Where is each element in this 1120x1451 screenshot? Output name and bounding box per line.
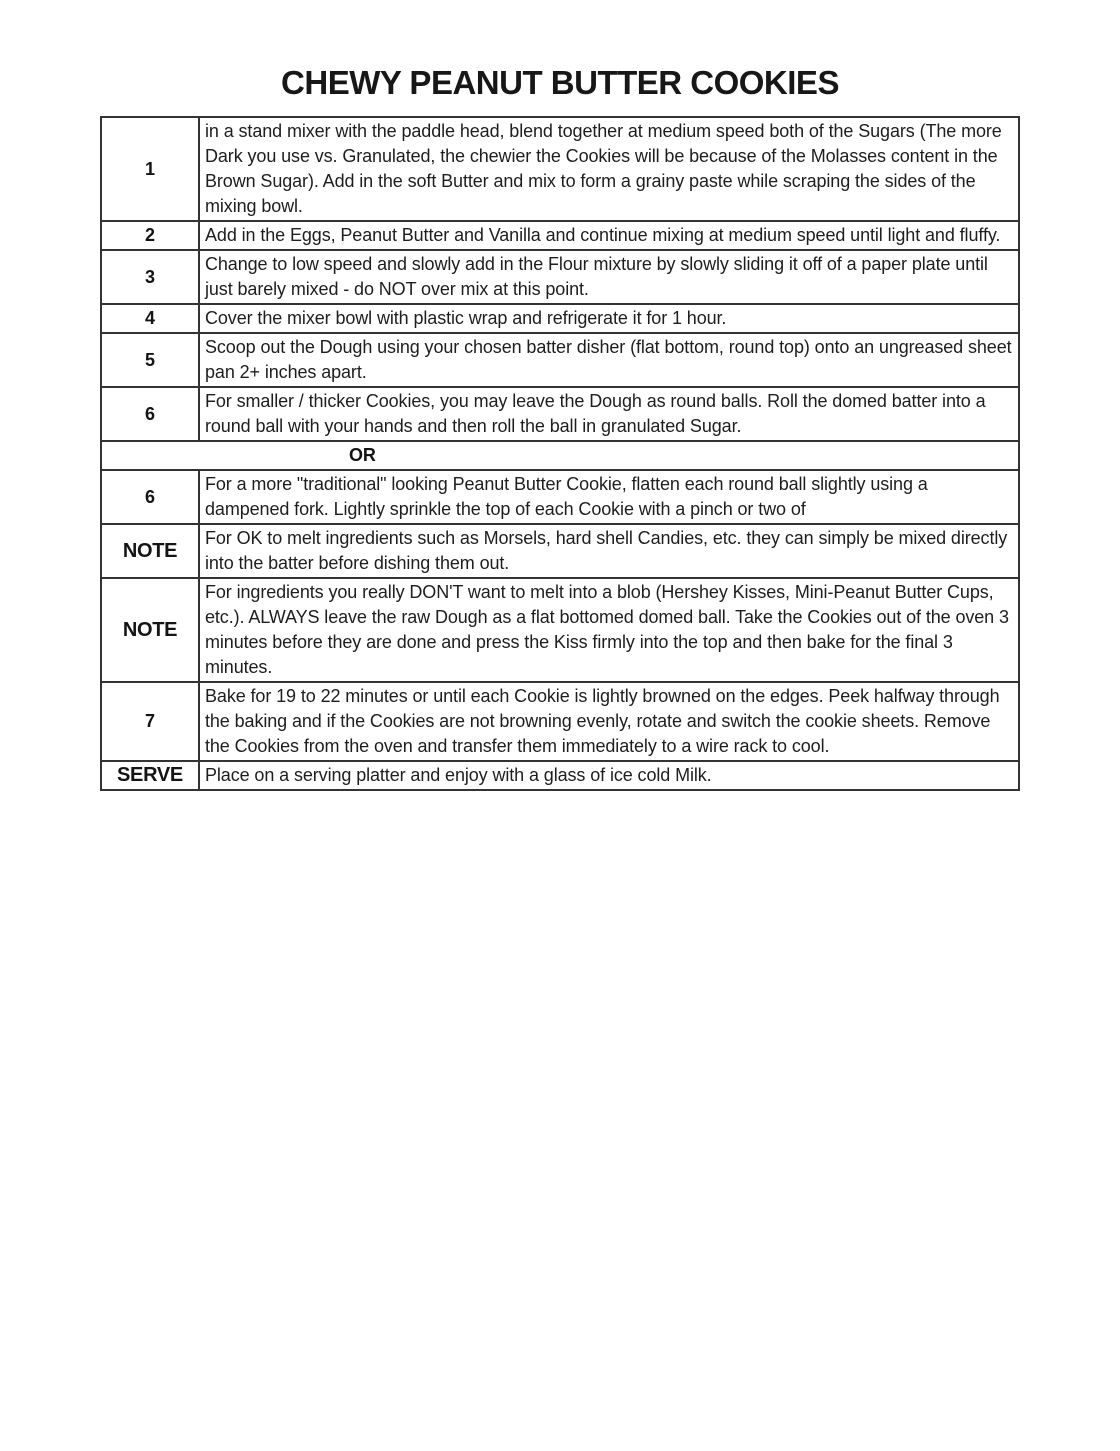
step-label: 5 [101,333,199,387]
serve-text: Place on a serving platter and enjoy with a glass of ice cold Milk. [199,761,1019,790]
step-label: 3 [101,250,199,304]
table-row-step-7 [101,682,1019,761]
step-text: Change to low speed and slowly add in the Flour mixture by slowly sliding it off of a paper plate until just barely mixed - do NOT over mix at this point. [199,250,1019,304]
step-label: 4 [101,304,199,333]
step-label: 6 [101,470,199,524]
step-text: Add in the Eggs, Peanut Butter and Vanilla and continue mixing at medium speed until light and fluffy. [199,221,1019,250]
step-text: in a stand mixer with the paddle head, blend together at medium speed both of the Sugars (The more Dark you use vs. Granulated, the chewier the Cookies will be because of the Molasses content in the Brown Sugar). Add in the soft Butter and mix to form a grainy paste while scraping the sides of the mixing bowl. [199,117,1019,221]
table-row-step-5 [101,333,1019,387]
step-text: For smaller / thicker Cookies, you may leave the Dough as round balls. Roll the domed batter into a round ball with your hands and then roll the ball in granulated Sugar. [199,387,1019,441]
table-row-step-6a [101,387,1019,441]
table-row-or-divider [101,441,1019,470]
step-label: 2 [101,221,199,250]
serve-label: SERVE [101,761,199,790]
table-row-step-2 [101,221,1019,250]
step-text: Cover the mixer bowl with plastic wrap and refrigerate it for 1 hour. [199,304,1019,333]
step-text: Bake for 19 to 22 minutes or until each Cookie is lightly browned on the edges. Peek halfway through the baking and if the Cookies are not browning evenly, rotate and switch the cookie sheets. Remove the Cookies from the oven and transfer them immediately to a wire rack to cool. [199,682,1019,761]
table-row-note-1 [101,524,1019,578]
page-title: CHEWY PEANUT BUTTER COOKIES [281,64,839,101]
recipe-steps-table [100,116,1020,791]
note-label: NOTE [101,524,199,578]
or-divider-label: OR [101,441,1019,470]
note-text: For OK to melt ingredients such as Morsels, hard shell Candies, etc. they can simply be mixed directly into the batter before dishing them out. [199,524,1019,578]
note-label: NOTE [101,578,199,682]
table-row-step-6b [101,470,1019,524]
table-row-serve [101,761,1019,790]
step-text: Scoop out the Dough using your chosen batter disher (flat bottom, round top) onto an ungreased sheet pan 2+ inches apart. [199,333,1019,387]
step-label: 6 [101,387,199,441]
step-label: 7 [101,682,199,761]
table-row-note-2 [101,578,1019,682]
note-text: For ingredients you really DON'T want to melt into a blob (Hershey Kisses, Mini-Peanut Butter Cups, etc.). ALWAYS leave the raw Dough as a flat bottomed domed ball. Take the Cookies out of the oven 3 minutes before they are done and press the Kiss firmly into the top and then bake for the final 3 minutes. [199,578,1019,682]
table-row-step-1 [101,117,1019,221]
step-label: 1 [101,117,199,221]
table-row-step-3 [101,250,1019,304]
table-row-step-4 [101,304,1019,333]
step-text: For a more "traditional" looking Peanut Butter Cookie, flatten each round ball slightly using a dampened fork. Lightly sprinkle the top of each Cookie with a pinch or two of [199,470,1019,524]
